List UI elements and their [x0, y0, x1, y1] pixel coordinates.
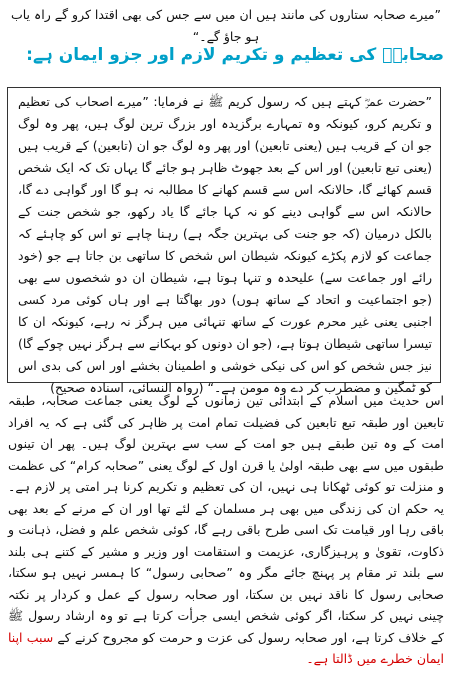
hadith-box	[7, 87, 441, 395]
hadith-text: ”حضرت عمرؓ کہتے ہیں کہ رسول کریم ﷺ نے فرمایا: ”میرے اصحاب کی تعظیم و تکریم کرو، کیونکہ وہ تمہارے برگزیدہ اور بزرگ ترین لوگ ہیں، پھر وہ لوگ جو ان کے قریب ہیں (یعنی تابعین) اور پھر وہ لوگ جو ان (تابعین) کے قریب ہیں (یعنی تبع تابعین) اور اس کے بعد جھوٹ ظاہر ہو جائے گا یہاں تک کہ ایک شخص قسم کھائے گا، حالانکہ اس سے قسم کھانے کا مطالبہ نہ ہو گا اور گواہی دے گا، حالانکہ اس سے گواہی دینے کو نہ کہا جائے گا یاد رکھو، جو شخص جنت کے بالکل درمیان (کہ جو جنت کی بہترین جگہ ہے) رہنا چاہے تو اس کو چاہئے کہ جماعت کو لازم پکڑے کیونکہ شیطان اس شخص کا ساتھی بن جاتا ہے جو (خود رائے اور جماعت سے) علیحدہ و تنہا ہوتا ہے، شیطان ان دو شخصوں سے بھی (جو اجتماعیت و اتحاد کے ساتھ ہوں) دور بھاگتا ہے اور ہاں کوئی مرد کسی اجنبی یعنی غیر محرم عورت کے ساتھ تنہائی میں ہرگز نہ رہے، کیونکہ ان کا تیسرا ساتھی شیطان ہوتا ہے، (جو ان دونوں کو بہکانے سے ہرگز نہیں چوکے گا) نیز جس شخص کو اس کی نیکی خوشی و اطمینان بخشے اور اس کی بدی اس کو ٹمگین و مضطرب کر دے وہ مومن ہے۔“ (رواہ النسائی، اسنادہ صحیح)	[18, 94, 432, 395]
section-heading: صحابہؓ کی تعظیم و تکریم لازم اور جزو ایمان ہے:	[26, 45, 444, 65]
opening-quote: ”میرے صحابہ ستاروں کی مانند ہیں ان میں سے جس کی بھی اقتدا کرو گے راہ یاب ہو جاؤ گے۔“	[10, 7, 442, 44]
explanation-text: اس حدیث میں اسلام کے ابتدائی تین زمانوں کے لوگ یعنی جماعت صحابہ، طبقہ تابعین اور طبقہ تبع تابعین کی فضیلت تمام امت پر ظاہر کی گئی ہے کہ یہ افراد امت کے وہ تین طبقے ہیں جو امت کے سب سے بہترین لوگ ہیں۔ پھر ان تینوں طبقوں میں سے بھی طبقہ اولیٰ یا قرن اول کے لوگ یعنی ”صحابہ کرام“ کی عظمت و منزلت تو کوئی ٹھکانا ہی نہیں، ان کی تعظیم و تکریم کرنا ہر امتی پر لازم ہے۔ یہ حکم ان کی زندگی میں بھی ہر مسلمان کے لئے تھا اور ان کے مرنے کے بعد بھی باقی رہا اور قیامت تک اسی طرح باقی رہے گا، کوئی شخص علم و فضل، ذہانت و ذکاوت، تقویٰ و پرہیزگاری، عزیمت و استقامت اور وزیر و مشیر کے کتنے ہی بلند سے بلند تر مقام پر پہنچ جائے مگر وہ ”صحابی رسول“ کا ہمسر نہیں ہو سکتا، صحابی رسول کا ناقد نہیں بن سکتا، اور صحابہ رسول کے عمل و کردار پر نکتہ چینی نہیں کر سکتا، اگر کوئی شخص ایسی جرأت کرتا ہے تو وہ ارشاد رسول ﷺ کے خلاف کرتا ہے، اور صحابہ رسول کی عزت و حرمت کو مجروح کرنے کے	[8, 393, 444, 645]
explanation-paragraph	[8, 390, 444, 670]
explanation-red-text: سبب اپنا ایمان خطرے میں ڈالتا ہے۔	[8, 629, 444, 666]
